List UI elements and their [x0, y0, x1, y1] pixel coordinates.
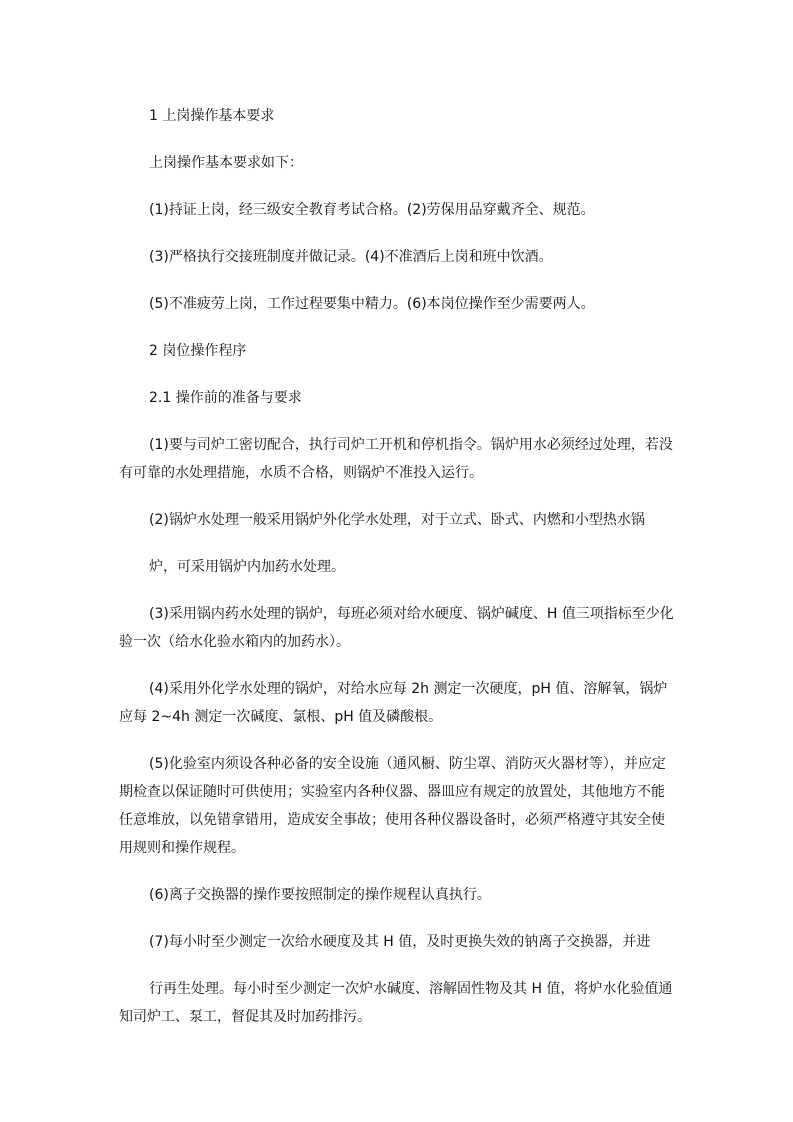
paragraph-item-5: (5)化验室内须设各种必备的安全设施（通风橱、防尘罩、消防灭火器材等），并应定期检查以保证随时可供使用；实验室内各种仪器、器皿应有规定的放置处，其他地方不能任意堆放，以免错拿错用，造成安全事故；使用各种仪器设备时，必须严格遵守其安全使用规则和操作规程。 [119, 756, 666, 856]
paragraph-item-7-part-1: (7)每小时至少测定一次给水硬度及其 H 值，及时更换失效的钠离子交换器，并进 [149, 934, 651, 950]
paragraph-item-1: (1)要与司炉工密切配合，执行司炉工开机和停机指令。锅炉用水必须经过处理，若没有可靠的水处理措施，水质不合格，则锅炉不准投入运行。 [119, 437, 673, 481]
section-heading-1: 1 上岗操作基本要求 [149, 108, 275, 124]
paragraph-intro: 上岗操作基本要求如下： [149, 155, 303, 171]
document-body [119, 102, 675, 1050]
paragraph-item-4: (4)采用外化学水处理的锅炉，对给水应每 2h 测定一次硬度，pH 值、溶解氧，锅炉应每 2~4h 测定一次碱度、氯根、pH 值及磷酸根。 [119, 681, 668, 725]
paragraph-item-3: (3)采用锅内药水处理的锅炉，每班必须对给水硬度、锅炉碱度、H 值三项指标至少化验一次（给水化验水箱内的加药水）。 [119, 606, 674, 650]
paragraph-requirements-3-4: (3)严格执行交接班制度并做记录。(4)不准酒后上岗和班中饮酒。 [149, 249, 553, 265]
paragraph-requirements-5-6: (5)不准疲劳上岗，工作过程要集中精力。(6)本岗位操作至少需要两人。 [149, 296, 595, 312]
paragraph-requirements-1-2: (1)持证上岗，经三级安全教育考试合格。(2)劳保用品穿戴齐全、规范。 [149, 202, 595, 218]
paragraph-item-2-part-2: 炉，可采用锅炉内加药水处理。 [149, 559, 345, 575]
paragraph-item-6: (6)离子交换器的操作要按照制定的操作规程认真执行。 [149, 887, 491, 903]
paragraph-item-7-part-2: 行再生处理。每小时至少测定一次炉水碱度、溶解固性物及其 H 值，将炉水化验值通知司炉工、泵工，督促其及时加药排污。 [119, 981, 673, 1025]
section-heading-2: 2 岗位操作程序 [149, 343, 247, 359]
subsection-heading-2-1: 2.1 操作前的准备与要求 [149, 390, 302, 406]
paragraph-item-2-part-1: (2)锅炉水处理一般采用锅炉外化学水处理，对于立式、卧式、内燃和小型热水锅 [149, 512, 645, 528]
